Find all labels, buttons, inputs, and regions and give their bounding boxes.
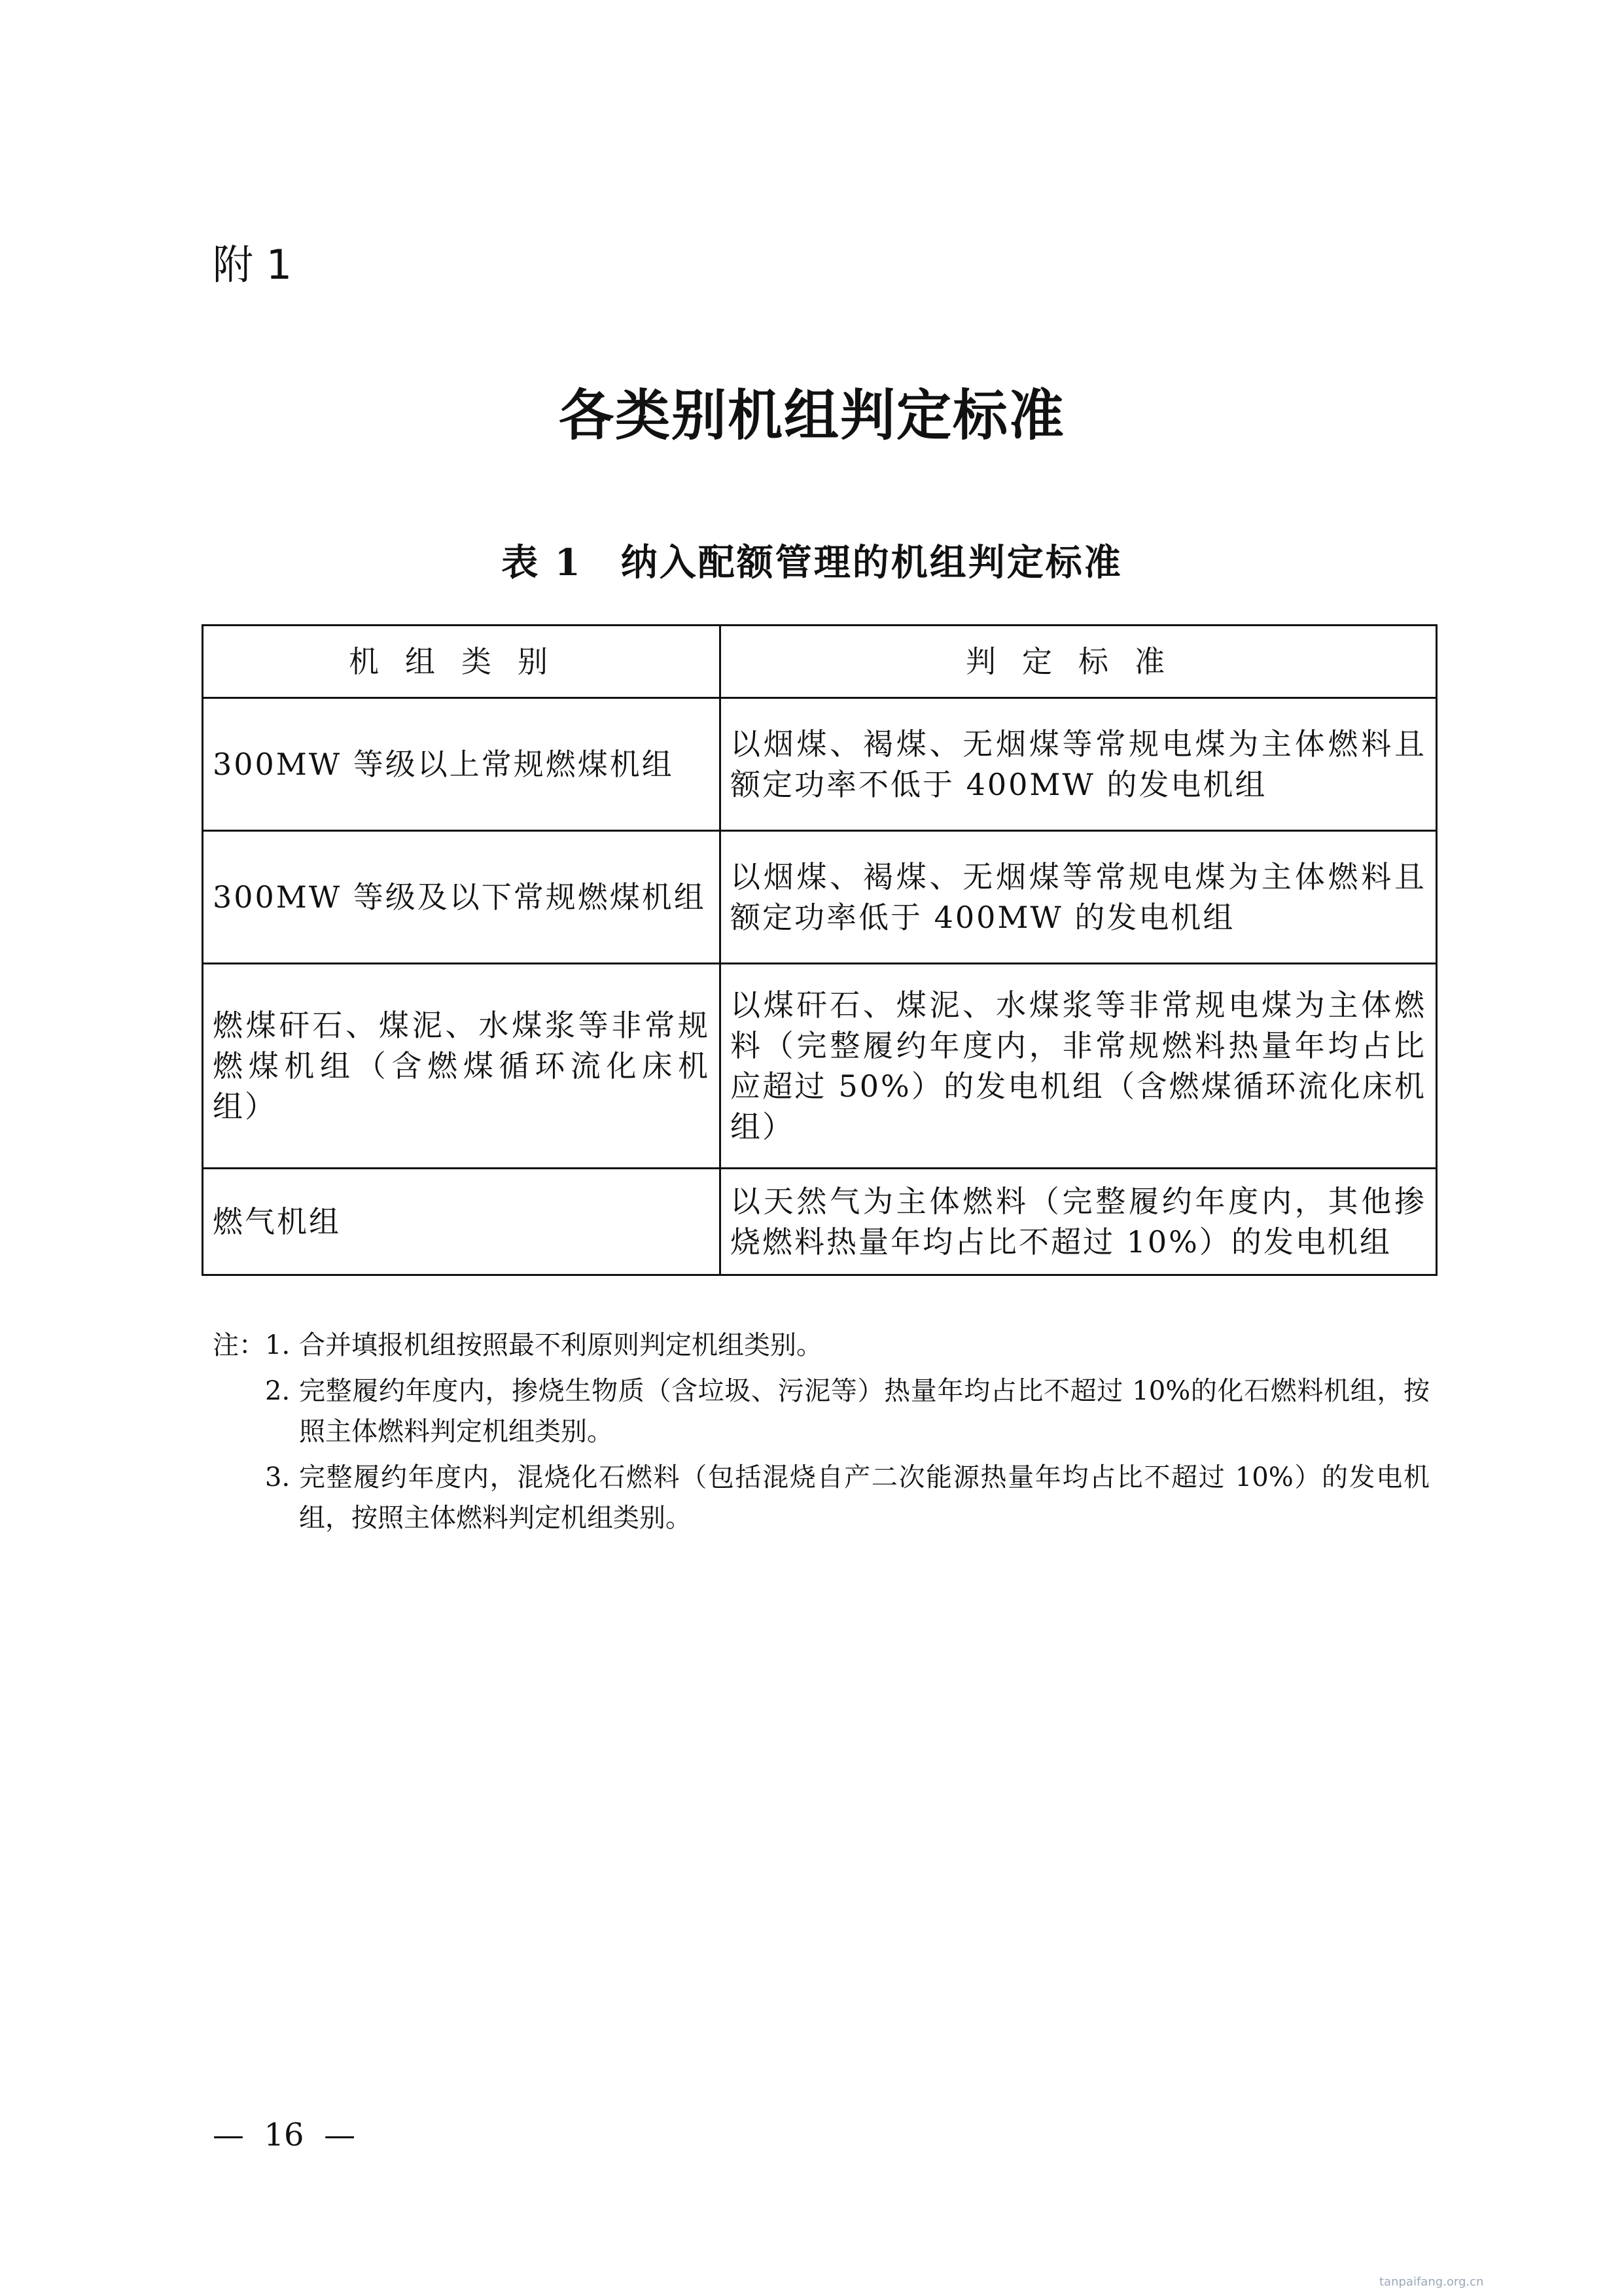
cell-category: 燃煤矸石、煤泥、水煤浆等非常规燃煤机组（含燃煤循环流化床机组） (203, 964, 720, 1169)
table-row (203, 964, 1437, 1169)
table-row (203, 1169, 1437, 1275)
attachment-label: 附 1 (213, 241, 292, 289)
cell-category: 300MW 等级以上常规燃煤机组 (203, 698, 720, 831)
note-text: 完整履约年度内，掺烧生物质（含垃圾、污泥等）热量年均占比不超过 10%的化石燃料机组，按照主体燃料判定机组类别。 (299, 1376, 1430, 1447)
document-title: 各类别机组判定标准 (558, 383, 1065, 448)
watermark: tanpaifang.org.cn (1379, 2275, 1484, 2289)
table-header-row (203, 626, 1437, 698)
note-item (213, 1325, 1430, 1366)
note-indent (213, 1457, 265, 1538)
notes-prefix: 注： (213, 1330, 265, 1360)
cell-criteria: 以烟煤、褐煤、无烟煤等常规电煤为主体燃料且额定功率低于 400MW 的发电机组 (720, 831, 1437, 964)
note-item (213, 1371, 1430, 1452)
notes-section (213, 1325, 1430, 1544)
table-row (203, 698, 1437, 831)
header-criteria: 判定标准 (720, 626, 1437, 698)
page-number: — 16 — (213, 2117, 356, 2153)
cell-criteria: 以煤矸石、煤泥、水煤浆等非常规电煤为主体燃料（完整履约年度内，非常规燃料热量年均占比应超过 50%）的发电机组（含燃煤循环流化床机组） (720, 964, 1437, 1169)
cell-category: 300MW 等级及以下常规燃煤机组 (203, 831, 720, 964)
note-text: 完整履约年度内，混烧化石燃料（包括混烧自产二次能源热量年均占比不超过 10%）的发电机组，按照主体燃料判定机组类别。 (299, 1462, 1430, 1533)
table-row (203, 831, 1437, 964)
table-caption: 表 1 纳入配额管理的机组判定标准 (501, 541, 1123, 584)
note-number: 1. (265, 1330, 291, 1360)
note-item (213, 1457, 1430, 1538)
cell-criteria: 以天然气为主体燃料（完整履约年度内，其他掺烧燃料热量年均占比不超过 10%）的发电机组 (720, 1169, 1437, 1275)
cell-category: 燃气机组 (203, 1169, 720, 1275)
note-number: 2. (265, 1376, 291, 1406)
note-indent (213, 1371, 265, 1452)
header-unit-category: 机组类别 (203, 626, 720, 698)
note-number: 3. (265, 1462, 291, 1492)
criteria-table (202, 624, 1438, 1276)
note-text: 合并填报机组按照最不利原则判定机组类别。 (299, 1330, 822, 1360)
cell-criteria: 以烟煤、褐煤、无烟煤等常规电煤为主体燃料且额定功率不低于 400MW 的发电机组 (720, 698, 1437, 831)
